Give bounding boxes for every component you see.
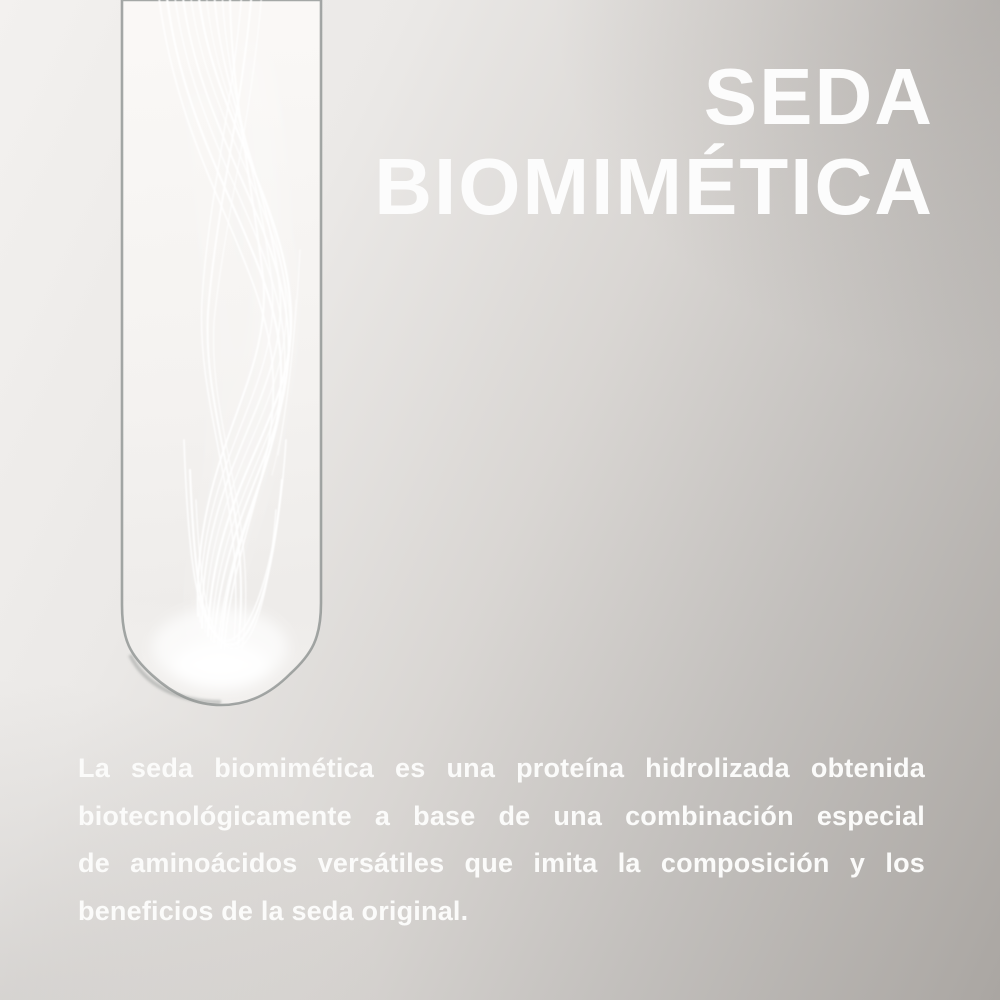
heading-line-2: BIOMIMÉTICA: [374, 142, 934, 231]
body-line: biotecnológicamente a base de una combinación especial: [78, 800, 925, 831]
page-title: [374, 52, 934, 232]
heading-line-1: SEDA: [703, 52, 934, 141]
body-paragraph: [78, 745, 925, 935]
body-line: de aminoácidos versátiles que imita la composición y los: [78, 848, 925, 878]
test-tube-image: [100, 0, 340, 730]
body-line: La seda biomimética es una proteína hidrolizada obtenida: [78, 753, 925, 783]
body-line: beneficios de la seda original.: [78, 895, 469, 926]
